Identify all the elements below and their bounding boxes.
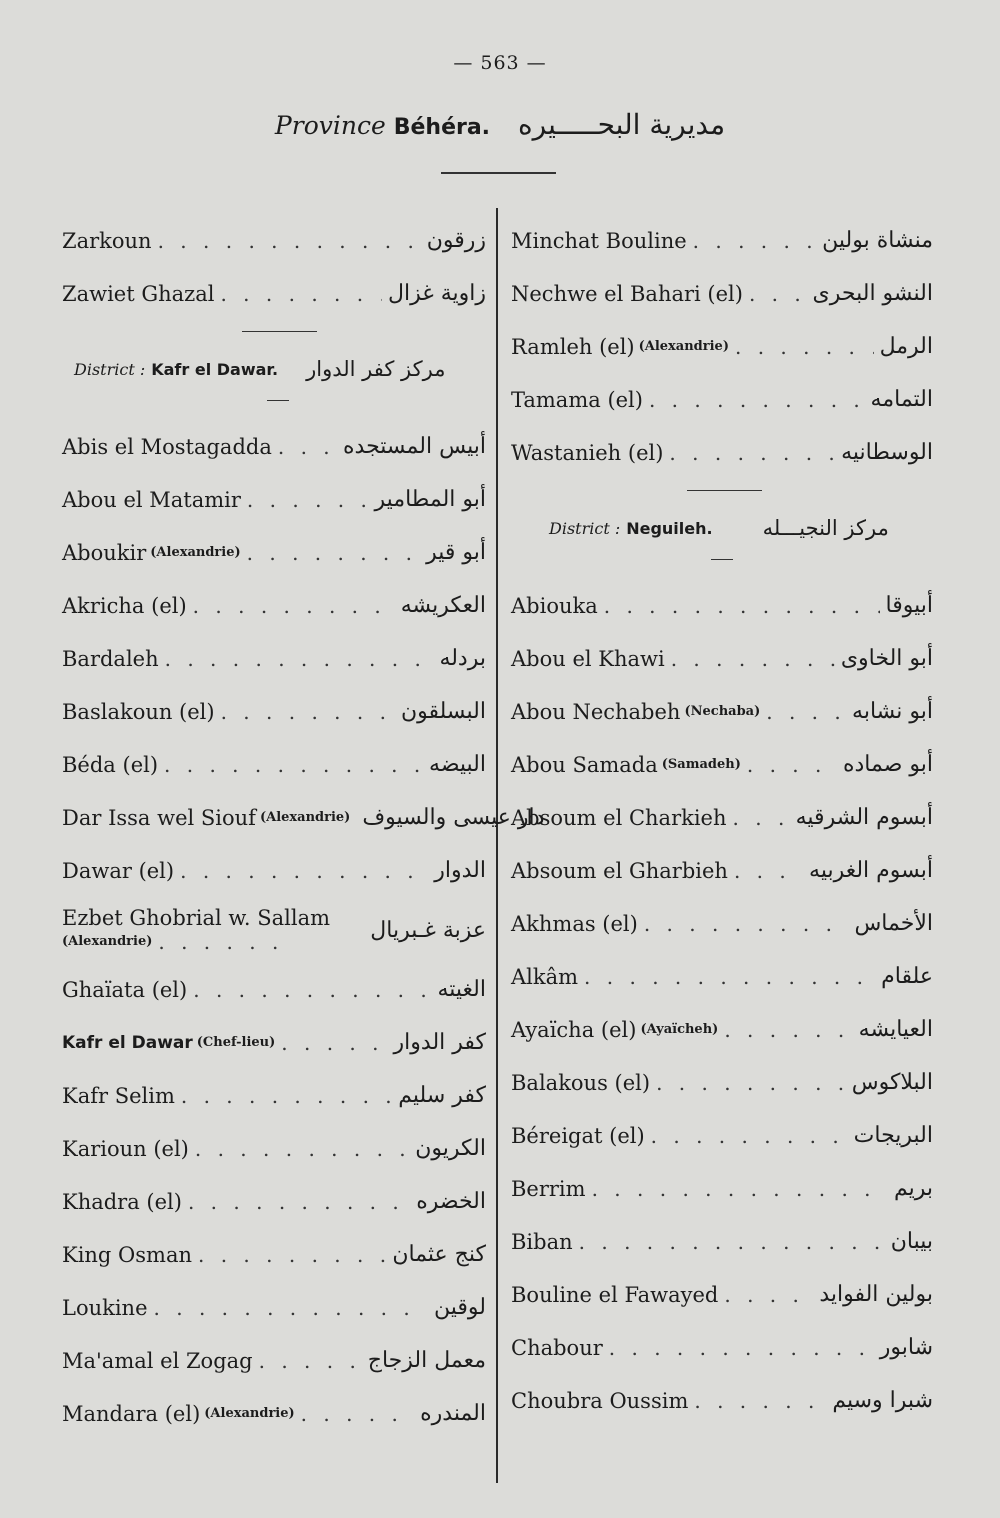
leader-dots	[724, 1018, 852, 1042]
place-name: Abiouka	[511, 593, 598, 618]
list-item	[62, 791, 545, 844]
place-arabic: شبرا وسيم	[832, 1388, 933, 1413]
place-name: Choubra Oussim	[511, 1388, 689, 1413]
leader-dots	[180, 859, 428, 883]
place-arabic: العيايشه	[858, 1017, 933, 1042]
left-district-list	[62, 420, 545, 897]
place-name: Akhmas (el)	[511, 911, 638, 936]
place-arabic: أبو المطامير	[374, 487, 486, 512]
list-item	[511, 214, 933, 267]
list-item	[62, 1387, 486, 1440]
place-arabic: زاوية غزال	[387, 281, 486, 306]
list-item	[511, 320, 933, 373]
district-dash	[62, 394, 486, 420]
place-name: Absoum el Charkieh	[511, 805, 727, 830]
list-item	[511, 1003, 933, 1056]
right-district-list	[511, 579, 933, 1427]
list-item	[62, 632, 486, 685]
place-name: Zawiet Ghazal	[62, 281, 215, 306]
leader-dots	[193, 594, 395, 618]
place-arabic: بولين الفوايد	[819, 1282, 933, 1307]
place-name: Wastanieh (el)	[511, 440, 664, 465]
place-name: Abou Samada	[511, 752, 658, 777]
leader-dots	[656, 1071, 846, 1095]
list-item	[62, 267, 486, 320]
place-name: Absoum el Gharbieh	[511, 858, 728, 883]
list-item	[62, 897, 486, 963]
place-arabic: أبو نشابه	[852, 699, 933, 724]
place-name: Tamama (el)	[511, 387, 643, 412]
place-arabic: دار عيسى والسيوف	[362, 805, 545, 830]
place-note: (Alexandrie)	[638, 339, 729, 354]
list-item	[511, 1056, 933, 1109]
place-arabic: النشو البحرى	[812, 281, 933, 306]
page-header	[0, 108, 1000, 141]
leader-dots	[195, 1137, 409, 1161]
list-item	[511, 426, 933, 479]
chef-lieu-name: Kafr el Dawar	[62, 1032, 193, 1053]
district-heading	[62, 344, 486, 394]
list-item	[511, 1321, 933, 1374]
place-arabic: لوقين	[434, 1295, 486, 1320]
place-name: Ramleh (el)	[511, 334, 635, 359]
province-label: Province	[274, 111, 386, 140]
place-arabic: عزبة غـبريال	[370, 917, 486, 943]
leader-dots	[154, 1296, 429, 1320]
place-arabic: كفر الدوار	[393, 1030, 486, 1055]
list-item	[62, 420, 486, 473]
place-arabic: البيضه	[429, 752, 486, 777]
place-name: Berrim	[511, 1176, 586, 1201]
leader-dots	[604, 594, 880, 618]
place-name: Ayaïcha (el)	[511, 1017, 637, 1042]
place-arabic: العكريشه	[400, 593, 486, 618]
place-name: Nechwe el Bahari (el)	[511, 281, 743, 306]
place-arabic: البلاكوس	[851, 1070, 933, 1095]
page-number: — 563 —	[453, 52, 547, 74]
leader-dots	[259, 1349, 362, 1373]
place-arabic: أبيوقا	[885, 593, 933, 618]
list-item	[62, 1069, 486, 1122]
place-arabic: الكريون	[415, 1136, 486, 1161]
list-item	[511, 632, 933, 685]
leader-dots	[221, 700, 395, 724]
place-arabic: الخضره	[416, 1189, 486, 1214]
leader-dots	[220, 282, 382, 306]
place-name: Khadra (el)	[62, 1189, 182, 1214]
leader-dots	[281, 1031, 387, 1055]
place-note: (Ayaïcheh)	[640, 1022, 719, 1037]
list-item	[62, 1334, 486, 1387]
place-name: Alkâm	[511, 964, 579, 989]
list-item	[511, 1109, 933, 1162]
leader-dots	[749, 282, 807, 306]
list-item	[511, 791, 933, 844]
place-name: Kafr Selim	[62, 1083, 175, 1108]
province-name: Béhéra.	[393, 115, 491, 140]
place-name: Biban	[511, 1229, 573, 1254]
place-name: Loukine	[62, 1295, 148, 1320]
place-name: Abis el Mostagadda	[62, 434, 272, 459]
list-item	[511, 267, 933, 320]
place-arabic: بردله	[439, 646, 486, 671]
place-name: Bouline el Fawayed	[511, 1282, 719, 1307]
right-column	[511, 214, 933, 1427]
place-arabic: كفر سليم	[398, 1083, 486, 1108]
district-heading	[511, 503, 933, 553]
place-note: (Alexandrie)	[62, 934, 153, 949]
place-note: (Alexandrie)	[204, 1406, 295, 1421]
place-name: Béreigat (el)	[511, 1123, 645, 1148]
list-item	[62, 526, 486, 579]
leader-dots	[694, 1389, 826, 1413]
place-name: Abou Nechabeh	[511, 699, 681, 724]
list-item	[62, 579, 486, 632]
list-item	[62, 214, 486, 267]
column-divider	[496, 208, 498, 1483]
leader-dots	[644, 912, 849, 936]
district-arabic: مركز النجيـــله	[762, 516, 889, 540]
place-arabic: الأخماس	[854, 911, 933, 936]
place-name: Ma'amal el Zogag	[62, 1348, 253, 1373]
leader-dots	[669, 441, 835, 465]
place-arabic: أبو الخاوى	[840, 646, 933, 671]
place-arabic: معمل الزجاج	[367, 1348, 486, 1373]
leader-dots	[693, 229, 816, 253]
list-item	[62, 963, 486, 1016]
place-name: Dar Issa wel Siouf	[62, 805, 256, 830]
place-name: Ghaïata (el)	[62, 977, 188, 1002]
place-name: Akricha (el)	[62, 593, 187, 618]
leader-dots	[733, 806, 790, 830]
place-arabic: أبو صماده	[842, 752, 933, 777]
list-item	[511, 1268, 933, 1321]
place-name: Baslakoun (el)	[62, 699, 215, 724]
place-arabic: بيبان	[890, 1229, 933, 1254]
place-name: King Osman	[62, 1242, 192, 1267]
header-rule	[441, 172, 556, 174]
list-item	[511, 897, 933, 950]
list-item	[511, 844, 933, 897]
place-arabic: منشاة بولين	[822, 228, 933, 253]
leader-dots	[579, 1230, 885, 1254]
section-rule	[62, 320, 486, 344]
place-name: Dawar (el)	[62, 858, 175, 883]
list-item	[62, 1281, 486, 1334]
place-name-block	[62, 906, 330, 954]
place-arabic: زرقون	[426, 228, 486, 253]
place-arabic: أبسوم الشرقيه	[795, 805, 933, 830]
place-note: (Nechaba)	[684, 704, 761, 719]
list-item	[511, 685, 933, 738]
list-item	[511, 1374, 933, 1427]
place-arabic: الوسطانيه	[841, 440, 933, 465]
leader-dots	[724, 1283, 813, 1307]
leader-dots	[158, 229, 421, 253]
list-item	[511, 579, 933, 632]
leader-dots	[247, 488, 369, 512]
place-name: Abou el Matamir	[62, 487, 241, 512]
place-name: Ezbet Ghobrial w. Sallam	[62, 906, 331, 930]
left-district-list-3	[62, 1069, 486, 1440]
leader-dots	[165, 647, 434, 671]
place-arabic: أبو قير	[426, 540, 486, 565]
district-label: District :	[74, 359, 146, 379]
leader-dots	[649, 388, 865, 412]
place-name: Béda (el)	[62, 752, 159, 777]
leader-dots	[301, 1402, 414, 1426]
leader-dots	[747, 753, 837, 777]
leader-dots	[193, 978, 431, 1002]
leader-dots	[158, 930, 278, 954]
list-item	[511, 1215, 933, 1268]
district-arabic: مركز كفر الدوار	[306, 357, 446, 381]
place-arabic: البسلقون	[400, 699, 486, 724]
place-name: Zarkoun	[62, 228, 152, 253]
place-note: (Alexandrie)	[259, 810, 351, 825]
leader-dots	[181, 1084, 392, 1108]
left-district-list-2	[62, 963, 486, 1016]
place-arabic: شابور	[879, 1335, 933, 1360]
leader-dots	[188, 1190, 410, 1214]
place-arabic: علقام	[881, 964, 933, 989]
list-item	[511, 950, 933, 1003]
place-name: Mandara (el)	[62, 1401, 201, 1426]
place-arabic: الرمل	[879, 334, 933, 359]
place-arabic: التمامه	[870, 387, 933, 412]
district-label: District :	[549, 518, 621, 538]
place-arabic: أبيس المستجده	[343, 434, 486, 459]
place-name: Bardaleh	[62, 646, 159, 671]
list-item	[62, 1122, 486, 1175]
leader-dots	[734, 859, 803, 883]
district-dash	[511, 553, 933, 579]
place-arabic: الدوار	[434, 858, 486, 883]
section-rule	[511, 479, 933, 503]
list-item	[511, 373, 933, 426]
leader-dots	[164, 753, 423, 777]
leader-dots	[766, 700, 846, 724]
right-top-list	[511, 214, 933, 479]
place-note: (Alexandrie)	[150, 545, 241, 560]
place-arabic: أبسوم الغربيه	[809, 858, 933, 883]
list-item	[511, 1162, 933, 1215]
place-note: (Chef-lieu)	[196, 1035, 276, 1050]
list-item	[62, 473, 486, 526]
leader-dots	[651, 1124, 848, 1148]
leader-dots	[278, 435, 337, 459]
place-name: Chabour	[511, 1335, 603, 1360]
list-item	[511, 738, 933, 791]
place-name: Karioun (el)	[62, 1136, 189, 1161]
leader-dots	[735, 335, 874, 359]
list-item	[62, 685, 486, 738]
list-item	[62, 1016, 486, 1069]
leader-dots	[584, 965, 875, 989]
leader-dots	[198, 1243, 386, 1267]
place-name: Balakous (el)	[511, 1070, 651, 1095]
place-arabic: المندره	[420, 1401, 486, 1426]
place-arabic: كنج عثمان	[392, 1242, 486, 1267]
place-arabic: بريم	[893, 1176, 933, 1201]
leader-dots	[671, 647, 835, 671]
province-arabic: مديرية البحـــــيره	[518, 108, 726, 141]
district-name: Kafr el Dawar.	[151, 359, 279, 379]
list-item	[62, 1228, 486, 1281]
list-item	[62, 844, 486, 897]
leader-dots	[609, 1336, 874, 1360]
place-note: (Samadeh)	[661, 757, 741, 772]
place-name: Aboukir	[62, 540, 147, 565]
place-name: Minchat Bouline	[511, 228, 687, 253]
leader-dots	[592, 1177, 888, 1201]
place-arabic: البريجات	[853, 1123, 933, 1148]
list-item	[62, 738, 486, 791]
leader-dots	[247, 541, 420, 565]
list-item	[62, 1175, 486, 1228]
district-name: Neguileh.	[626, 518, 713, 538]
place-name: Abou el Khawi	[511, 646, 665, 671]
place-arabic: الغيته	[437, 977, 486, 1002]
